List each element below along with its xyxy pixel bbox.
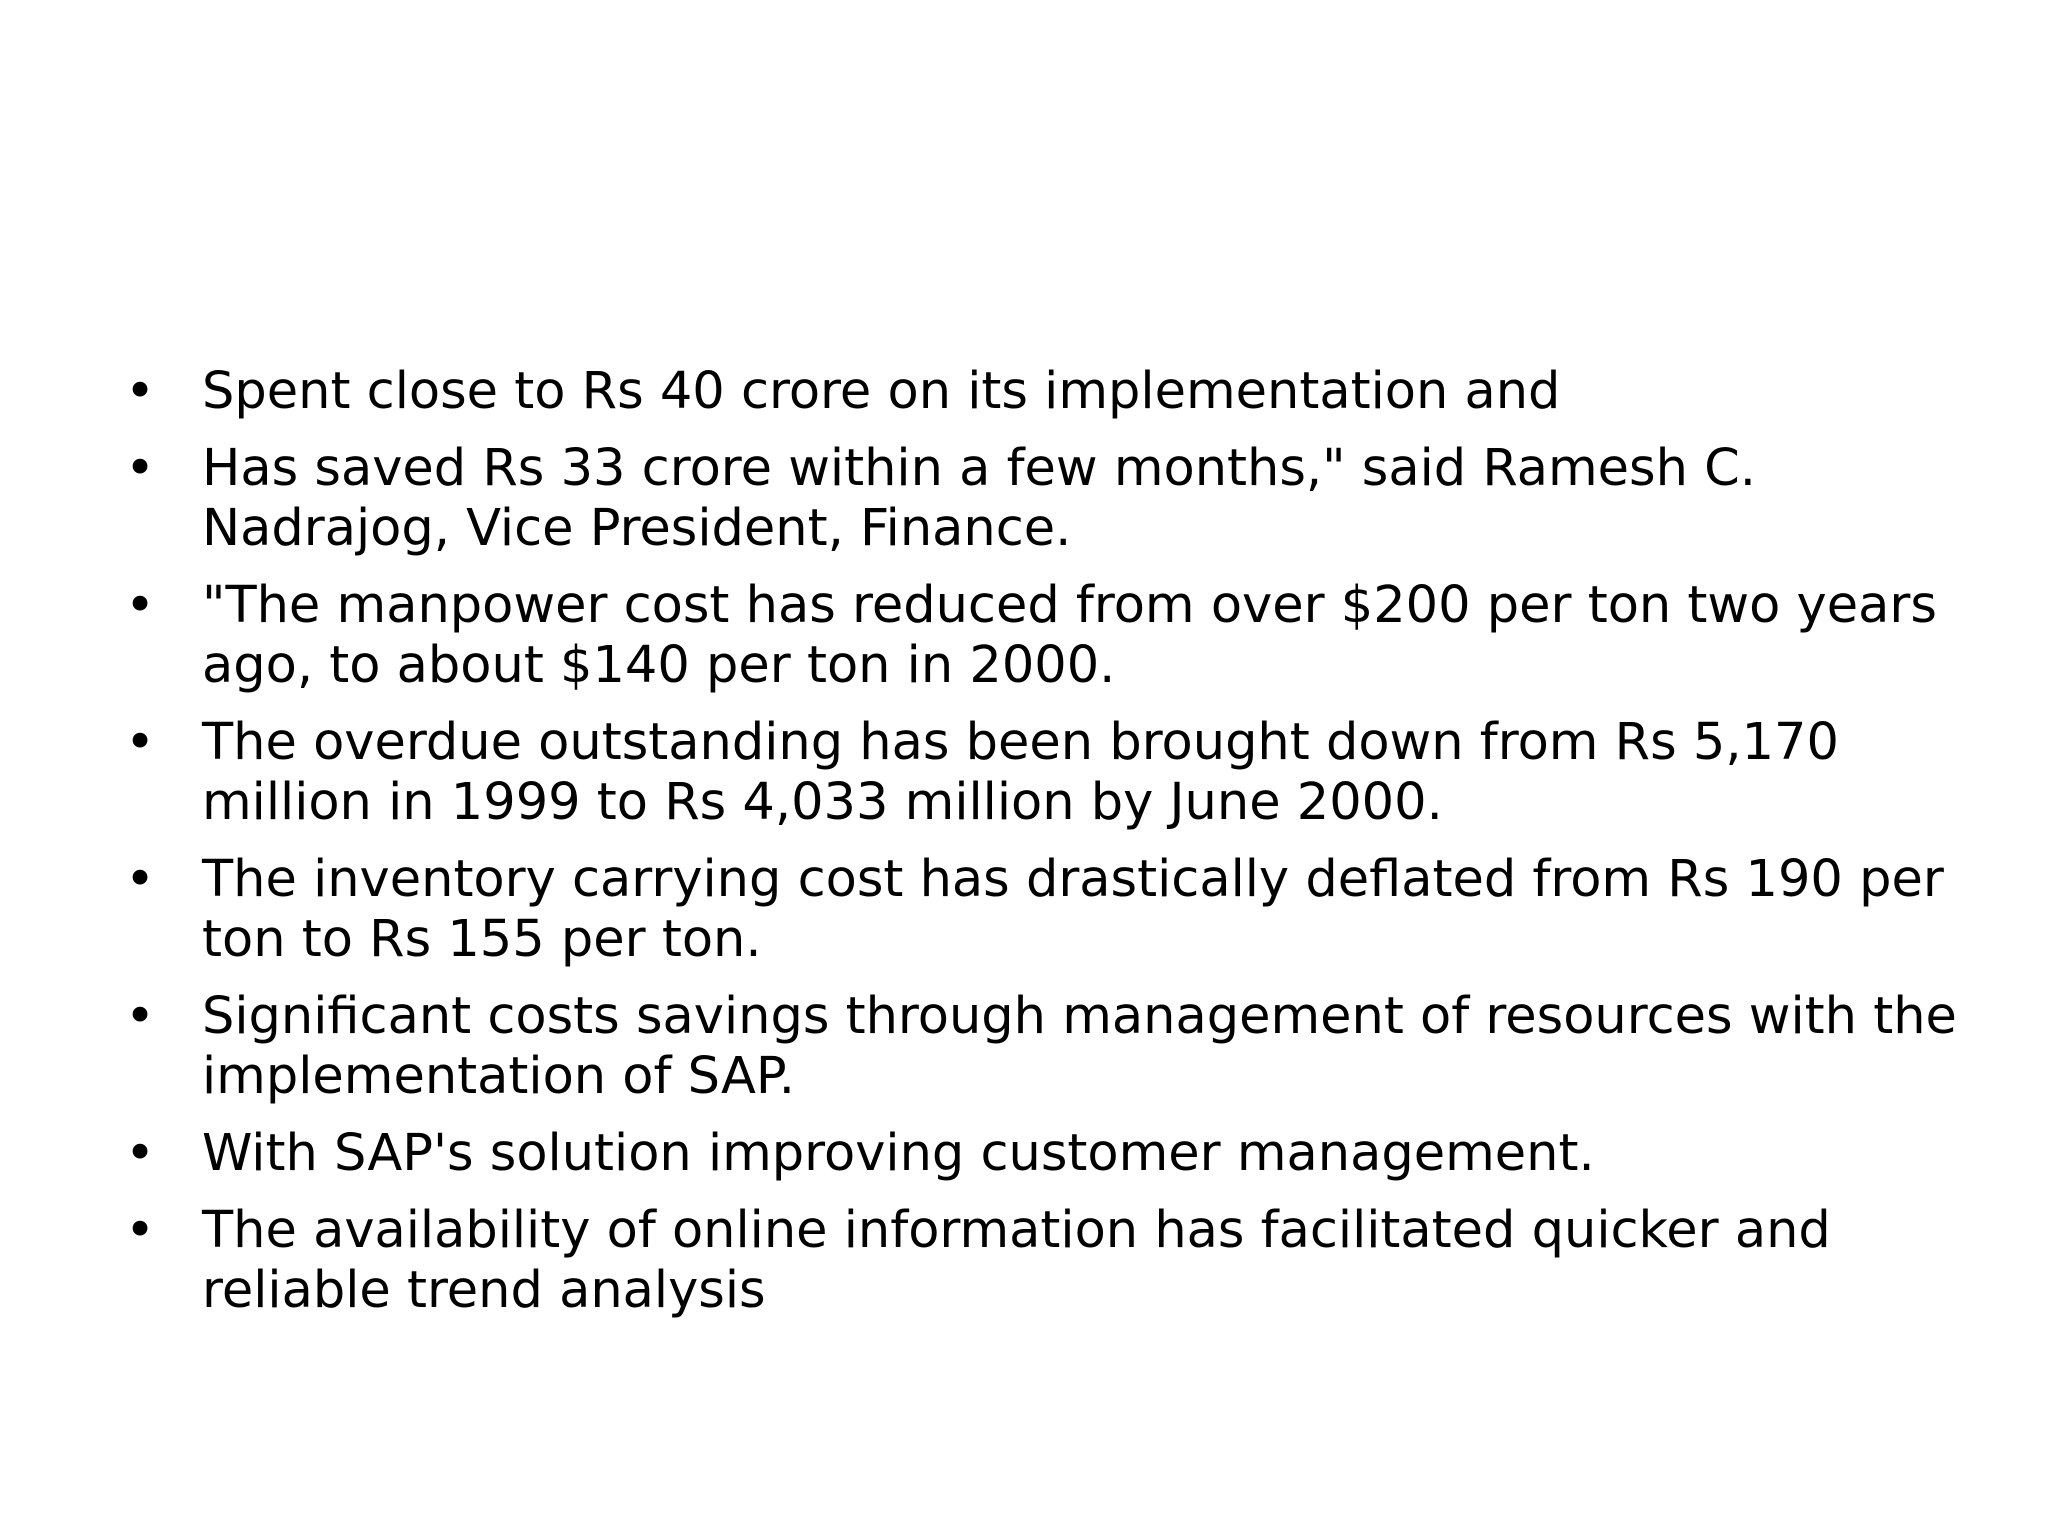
bullet-icon: •: [124, 576, 156, 635]
bullet-item-3: [120, 576, 1980, 696]
bullet-item-2: [120, 439, 1980, 559]
bullet-item-7: [120, 1124, 1980, 1184]
bullet-icon: •: [124, 713, 156, 772]
bullet-text: The availability of online information has facilitated quicker and reliable trend analysis: [202, 1201, 1831, 1320]
bullet-text: With SAP's solution improving customer management.: [202, 1124, 1595, 1183]
bullet-icon: •: [124, 850, 156, 909]
bullet-item-8: [120, 1201, 1980, 1321]
bullet-item-1: [120, 362, 1980, 422]
bullet-text: The inventory carrying cost has drastically deflated from Rs 190 per ton to Rs 155 per ton.: [202, 850, 1944, 969]
bullet-text: The overdue outstanding has been brought down from Rs 5,170 million in 1999 to Rs 4,033 million by June 2000.: [202, 713, 1839, 832]
bullet-icon: •: [124, 1124, 156, 1183]
bullet-text: Spent close to Rs 40 crore on its implementation and: [202, 362, 1561, 421]
bullet-icon: •: [124, 987, 156, 1046]
bullet-text: "The manpower cost has reduced from over $200 per ton two years ago, to about $140 per ton in 2000.: [202, 576, 1937, 695]
bullet-icon: •: [124, 1201, 156, 1260]
bullet-item-6: [120, 987, 1980, 1107]
bullet-text: Has saved Rs 33 crore within a few months," said Ramesh C. Nadrajog, Vice President, Finance.: [202, 439, 1756, 558]
bullet-icon: •: [124, 439, 156, 498]
bullet-text: Significant costs savings through management of resources with the implementation of SAP.: [202, 987, 1957, 1106]
bullet-item-5: [120, 850, 1980, 970]
bullet-icon: •: [124, 362, 156, 421]
bullet-item-4: [120, 713, 1980, 833]
bullet-list: [120, 362, 1980, 1338]
